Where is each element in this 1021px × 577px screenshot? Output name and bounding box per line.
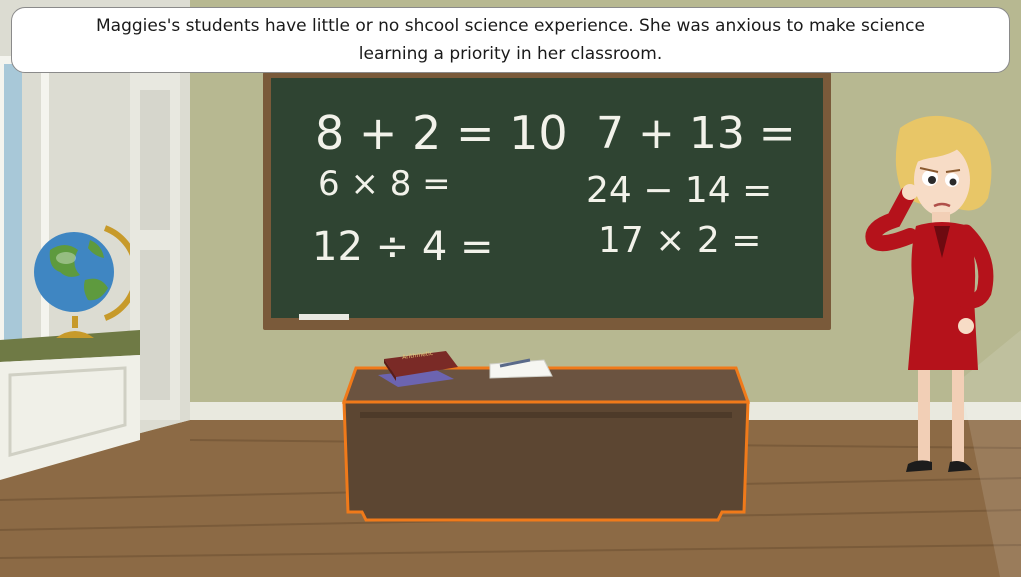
equation-3: 12 ÷ 4 = <box>312 224 494 270</box>
equation-4: 7 + 13 = <box>596 108 796 159</box>
equation-5: 24 − 14 = <box>586 170 773 211</box>
chalk-eraser <box>299 314 349 320</box>
caption-line-1: Maggies's students have little or no shcool science experience. She was anxious to make science <box>96 16 925 36</box>
globe-icon <box>30 220 130 342</box>
equation-1: 8 + 2 = 10 <box>315 106 568 160</box>
book-title: Arithmetic <box>401 349 434 362</box>
caption-line-2: learning a priority in her classroom. <box>358 44 663 64</box>
teacher-character <box>860 108 1010 486</box>
caption-box <box>11 7 1010 73</box>
equation-6: 17 × 2 = <box>598 220 762 261</box>
paper-and-pen <box>486 356 556 382</box>
equation-2: 6 × 8 = <box>318 164 451 204</box>
